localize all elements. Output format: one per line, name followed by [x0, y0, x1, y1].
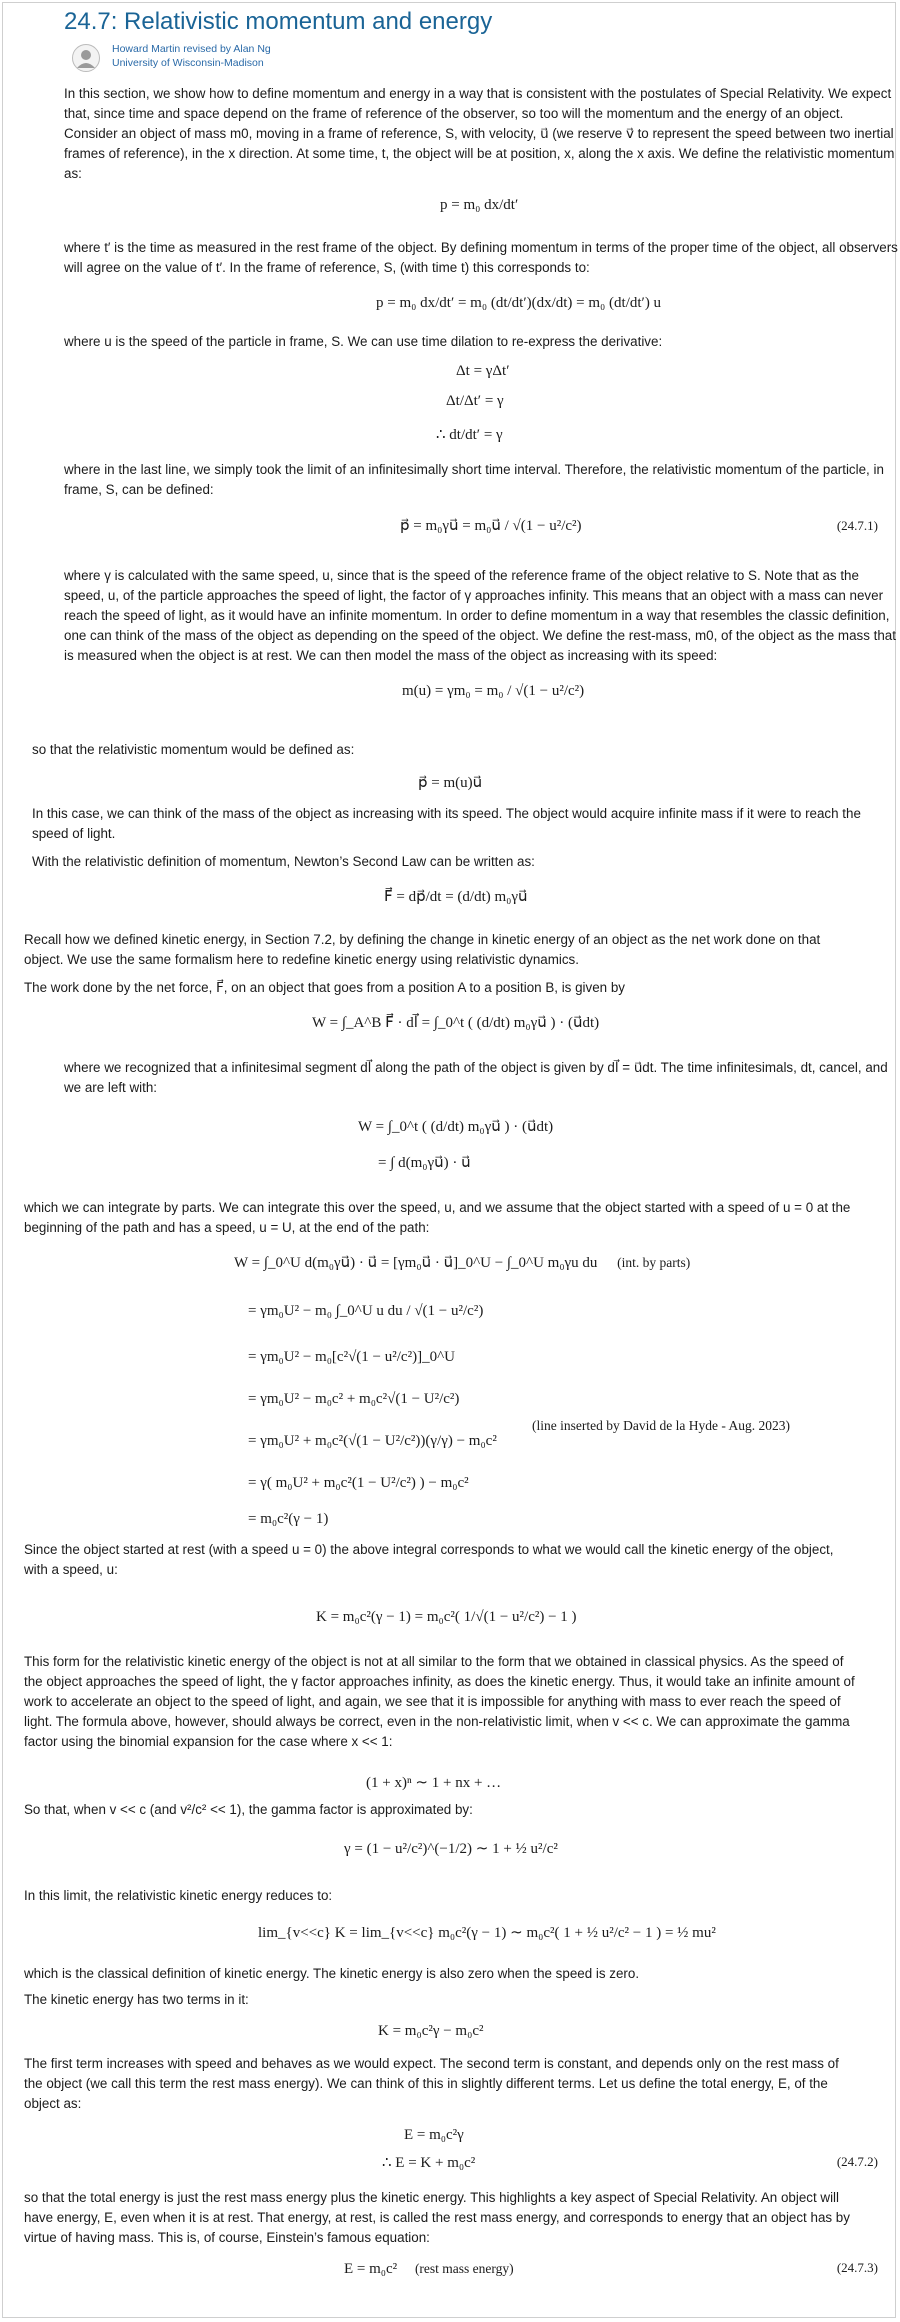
equation-number-1: (24.7.1)	[836, 518, 878, 533]
paragraph-two-terms: The kinetic energy has two terms in it:	[24, 1992, 249, 2007]
paragraph-started-rest: Since the object started at rest (with a speed u = 0) the above integral corresponds to what we would call the kinetic energy of the object, with a speed, u:	[24, 1542, 834, 1577]
paragraph-integrate-parts: which we can integrate by parts. We can integrate this over the speed, u, and we assume that the object started with a speed of u = 0 at the beginning of the path and has a speed, u = U, at the end of the path:	[24, 1200, 851, 1235]
paragraph-newton: With the relativistic definition of momentum, Newton’s Second Law can be written as:	[32, 854, 535, 869]
equation-einstein-body: E = m₀c²	[344, 2261, 398, 2277]
equation-dilation-1: Δt = γΔt′	[456, 363, 510, 379]
equation-binomial: (1 + x)ⁿ ∼ 1 + nx + …	[366, 1775, 502, 1791]
paragraph-intro: In this section, we show how to define momentum and energy in a way that is consistent with the postulates of Special Relativity. We expect that, since time and space depend on the frame of reference of the observer, so too will the momentum and the energy of an object. Consider an object of mass m0, moving in a frame of reference, S, with velocity, u⃗ (we reserve v⃗ to represent the speed between two inertial frames of reference), in the x direction. At some time, t, the object will be at position, x, along the x axis. We define the relativistic momentum as:	[64, 86, 895, 181]
paragraph-limit-reduces: In this limit, the relativistic kinetic energy reduces to:	[24, 1888, 333, 1903]
equation-energy-sum: ∴ E = K + m₀c²	[382, 2155, 476, 2171]
equation-parts-note: (int. by parts)	[617, 1255, 691, 1270]
paragraph-gamma: where γ is calculated with the same speed, u, since that is the speed of the reference frame of the object relative to S. Note that as the speed, u, of the particle approaches the speed of light, the factor of γ approaches infinity. This means that an object with a mass can never reach the speed of light, as it would have an infinite momentum. In order to define momentum in a way that resembles the classic definition, one can think of the mass of the object as depending on the speed of the object. We define the rest-mass, m0, of the object as the mass that is measured when the object is at rest. We can then model the mass of the object as increasing with its speed:	[64, 568, 896, 663]
equation-parts-1	[234, 1252, 690, 1274]
equation-work-integral: W = ∫_A^B F⃗ · dl⃗ = ∫_0^t ( (d/dt) m₀γu⃗ ) · (u⃗dt)	[312, 1015, 600, 1031]
equation-inserted-note: (line inserted by David de la Hyde - Aug. 2023)	[532, 1418, 790, 1433]
equation-dilation-2: Δt/Δt′ = γ	[446, 393, 504, 409]
paragraph-classical-def: which is the classical definition of kinetic energy. The kinetic energy is also zero when the speed is zero.	[24, 1966, 640, 1981]
equation-einstein-note: (rest mass energy)	[414, 2261, 514, 2276]
equation-total-energy: E = m₀c²γ	[404, 2127, 464, 2143]
equation-parts-2: = γm₀U² − m₀ ∫_0^U u du / √(1 − u²/c²)	[248, 1303, 484, 1319]
author-institution[interactable]: University of Wisconsin-Madison	[112, 57, 264, 69]
paragraph-limit: where in the last line, we simply took the limit of an infinitesimally short time interval. Therefore, the relativistic momentum of the particle, in frame, S, can be defined:	[64, 462, 884, 497]
equation-relativistic-momentum: p⃗ = m₀γu⃗ = m₀u⃗ / √(1 − u²/c²)	[400, 518, 582, 534]
equation-parts-4: = γm₀U² − m₀c² + m₀c²√(1 − U²/c²)	[248, 1391, 460, 1407]
equation-dilation-3: ∴ dt/dt′ = γ	[436, 427, 503, 443]
equation-parts-5	[248, 1430, 497, 1452]
equation-kinetic-energy: K = m₀c²(γ − 1) = m₀c²( 1/√(1 − u²/c²) − 1 )	[316, 1609, 577, 1625]
author-avatar-icon	[72, 44, 100, 72]
equation-parts-1-body: W = ∫_0^U d(m₀γu⃗) · u⃗ = [γm₀u⃗ · u⃗]_0^U − ∫_0^U m₀γu du	[234, 1255, 598, 1271]
equation-work-b: = ∫ d(m₀γu⃗) · u⃗	[378, 1155, 471, 1171]
equation-momentum-frame: p = m₀ dx/dt′ = m₀ (dt/dt′)(dx/dt) = m₀ (dt/dt′) u	[376, 295, 662, 311]
equation-classical-limit: lim_{v<<c} K = lim_{v<<c} m₀c²(γ − 1) ∼ m₀c²( 1 + ½ u²/c² − 1 ) = ½ mu²	[258, 1925, 716, 1941]
paragraph-momentum-defined: so that the relativistic momentum would be defined as:	[32, 742, 355, 757]
equation-gamma-approx: γ = (1 − u²/c²)^(−1/2) ∼ 1 + ½ u²/c²	[344, 1841, 558, 1857]
equation-einstein	[344, 2258, 514, 2280]
equation-parts-5-body: = γm₀U² + m₀c²(√(1 − U²/c²))(γ/γ) − m₀c²	[248, 1433, 497, 1449]
equation-parts-3: = γm₀U² − m₀[c²√(1 − u²/c²)]_0^U	[248, 1349, 455, 1365]
equation-parts-6: = γ( m₀U² + m₀c²(1 − U²/c²) ) − m₀c²	[248, 1475, 469, 1491]
paragraph-gamma-approx: So that, when v << c (and v²/c² << 1), the gamma factor is approximated by:	[24, 1802, 473, 1817]
author-block	[112, 42, 271, 70]
equation-momentum-mass: p⃗ = m(u)u⃗	[418, 775, 483, 791]
paragraph-classical-compare: This form for the relativistic kinetic energy of the object is not at all similar to the form that we obtained in classical physics. As the speed of the object approaches the speed of light, the γ factor approaches infinity, as does the kinetic energy. Thus, it would take an infinite amount of work to accelerate an object to the speed of light, and again, we see that it is impossible for anything with mass to ever reach the speed of light. The formula above, however, should always be correct, even in the non-relativistic limit, when v << c. We can approximate the gamma factor using the binomial expansion for the case where x << 1:	[24, 1654, 855, 1749]
equation-number-3: (24.7.3)	[836, 2260, 878, 2275]
paragraph-infinite-mass: In this case, we can think of the mass of the object as increasing with its speed. The object would acquire infinite mass if it were to reach the speed of light.	[32, 806, 861, 841]
paragraph-kinetic-recall: Recall how we defined kinetic energy, in Section 7.2, by defining the change in kinetic energy of an object as the net work done on that object. We use the same formalism here to redefine kinetic energy using relativistic dynamics.	[24, 932, 821, 967]
equation-number-2: (24.7.2)	[836, 2154, 878, 2169]
equation-mass-speed: m(u) = γm₀ = m₀ / √(1 − u²/c²)	[402, 683, 585, 699]
page-title: 24.7: Relativistic momentum and energy	[64, 8, 493, 35]
equation-newton-second-law: F⃗ = dp⃗/dt = (d/dt) m₀γu⃗	[384, 889, 528, 905]
paragraph-rest-mass: so that the total energy is just the rest mass energy plus the kinetic energy. This highlights a key aspect of Special Relativity. An object will have energy, E, even when it is at rest. That energy, at rest, is called the rest mass energy, and corresponds to energy that an object has by virtue of having mass. This is, of course, Einstein’s famous equation:	[24, 2190, 850, 2245]
equation-work-a: W = ∫_0^t ( (d/dt) m₀γu⃗ ) · (u⃗dt)	[358, 1119, 554, 1135]
equation-parts-7: = m₀c²(γ − 1)	[248, 1511, 329, 1527]
equation-kinetic-terms: K = m₀c²γ − m₀c²	[378, 2023, 484, 2039]
paragraph-work-done: The work done by the net force, F⃗, on an object that goes from a position A to a position B, is given by	[24, 980, 625, 995]
paragraph-total-energy: The first term increases with speed and behaves as we would expect. The second term is constant, and depends only on the rest mass of the object (we call this term the rest mass energy). We can think of this in slightly different terms. Let us define the total energy, E, of the object as:	[24, 2056, 839, 2111]
equation-momentum-proper: p = m₀ dx/dt′	[440, 197, 519, 213]
author-names[interactable]: Howard Martin revised by Alan Ng	[112, 43, 271, 55]
paragraph-time-dilation: where u is the speed of the particle in frame, S. We can use time dilation to re-express the derivative:	[64, 334, 663, 349]
paragraph-proper-time: where t′ is the time as measured in the rest frame of the object. By defining momentum in terms of the proper time of the object, all observers will agree on the value of t′. In the frame of reference, S, (with time t) this corresponds to:	[64, 240, 898, 275]
paragraph-infinitesimal: where we recognized that a infinitesimal segment dl⃗ along the path of the object is given by dl⃗ = u⃗dt. The time infinitesimals, dt, cancel, and we are left with:	[64, 1060, 888, 1095]
